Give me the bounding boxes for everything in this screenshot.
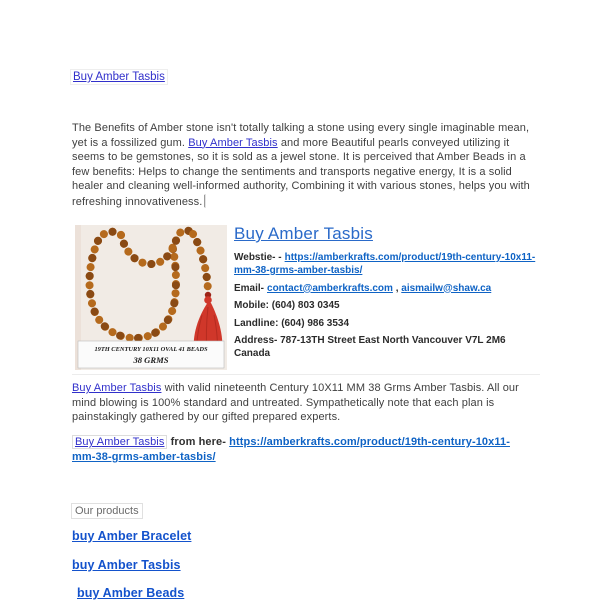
product-list-link-tasbis[interactable]: buy Amber Tasbis: [72, 558, 181, 572]
email-separator: ,: [392, 282, 402, 294]
photo-caption-line2: 38 GRMS: [133, 355, 169, 365]
top-buy-amber-tasbis-link[interactable]: Buy Amber Tasbis: [70, 69, 168, 85]
section-divider: [72, 374, 540, 375]
intro-buy-amber-tasbis-link[interactable]: Buy Amber Tasbis: [188, 136, 278, 149]
intro-text-after: and more Beautiful pearls conveyed utilizing it seems to be gemstones, so it is sold as a jewel stone. It is perceived that Amber Beads in a few benefits: Helps to change the sentiments and transports negative energy, It is a solid healer and cleaning well-informed authority, Combining it with various stones, helps you with refreshing innovativeness.: [72, 136, 530, 208]
para2-text: with valid nineteenth Century 10X11 MM 38 Grms Amber Tasbis. All our mind blowing is 100% standard and untreated. Sympathetically note that each plan is painstakingly gathered by our gifted prepared experts.: [72, 382, 519, 424]
email-row: [234, 282, 540, 295]
product-list-link-bracelet[interactable]: buy Amber Bracelet: [72, 529, 192, 543]
website-label: Webstie- -: [234, 252, 282, 263]
product-heading-link[interactable]: Buy Amber Tasbis: [234, 224, 373, 243]
product-image: [75, 225, 227, 370]
email-link-2[interactable]: aismailw@shaw.ca: [401, 282, 492, 294]
from-here-text: from here-: [167, 436, 230, 448]
product-details: [234, 224, 540, 365]
email-label: Email-: [234, 282, 265, 294]
product-list-link-beads[interactable]: buy Amber Beads: [77, 586, 185, 600]
landline-row: Landline: (604) 986 3534: [234, 317, 350, 329]
intro-text-before: The Benefits of Amber stone isn't totally talking a stone using every single imaginable mean, yet is a fossilized gum.: [72, 122, 530, 149]
paragraph-2: [72, 381, 539, 425]
text-cursor: [204, 194, 206, 208]
address-row: Address- 787-13TH Street East North Vancouver V7L 2M6 Canada: [234, 335, 506, 359]
email-link-1[interactable]: contact@amberkrafts.com: [267, 282, 393, 294]
website-link[interactable]: https://amberkrafts.com/product/19th-century-10x11-mm-38-grms-amber-tasbis/: [234, 252, 536, 276]
photo-caption: [78, 341, 224, 368]
website-row: [234, 251, 540, 277]
amber-tasbi-photo: [75, 225, 227, 370]
our-products-label: Our products: [71, 503, 143, 519]
photo-caption-line1: 19TH CENTURY 10X11 OVAL 41 BEADS: [94, 346, 208, 353]
para3-product-url-link[interactable]: https://amberkrafts.com/product/19th-century-10x11-mm-38-grms-amber-tasbis/: [72, 436, 510, 463]
mobile-row: Mobile: (604) 803 0345: [234, 300, 340, 311]
intro-paragraph: [72, 121, 539, 210]
para3-buy-amber-tasbis-link[interactable]: Buy Amber Tasbis: [72, 435, 167, 449]
para2-buy-amber-tasbis-link[interactable]: Buy Amber Tasbis: [72, 382, 162, 394]
paragraph-3: [72, 435, 518, 464]
